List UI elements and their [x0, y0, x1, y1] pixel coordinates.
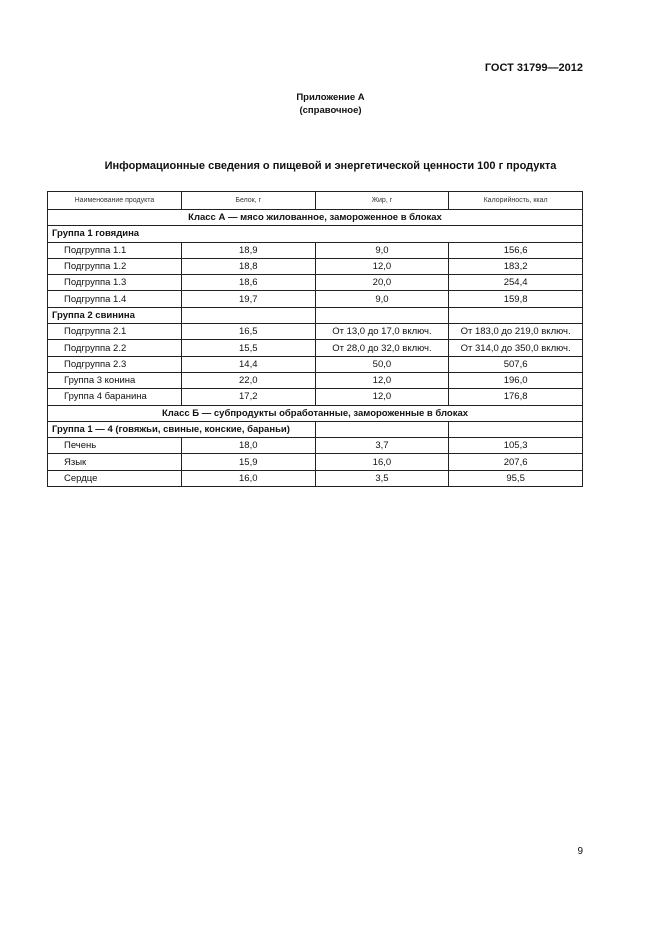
- empty-cell: [181, 307, 315, 323]
- protein-value: 16,5: [181, 324, 315, 340]
- protein-value: 18,8: [181, 258, 315, 274]
- group-1-heading: Группа 1 говядина: [48, 226, 583, 242]
- fat-value: 9,0: [315, 291, 449, 307]
- fat-value: 50,0: [315, 356, 449, 372]
- empty-cell: [449, 421, 583, 437]
- fat-value: 9,0: [315, 242, 449, 258]
- table-row: [48, 340, 583, 356]
- class-row: [48, 210, 583, 226]
- fat-value: От 13,0 до 17,0 включ.: [315, 324, 449, 340]
- column-header-name: Наименование продукта: [48, 192, 182, 210]
- table-row: [48, 356, 583, 372]
- table-row: [48, 291, 583, 307]
- protein-value: 15,5: [181, 340, 315, 356]
- table-header-row: [48, 192, 583, 210]
- table-row: [48, 275, 583, 291]
- product-name: Печень: [48, 438, 182, 454]
- class-row: [48, 405, 583, 421]
- class-b-heading: Класс Б — субпродукты обработанные, замороженные в блоках: [48, 405, 583, 421]
- protein-value: 18,9: [181, 242, 315, 258]
- fat-value: 20,0: [315, 275, 449, 291]
- empty-cell: [315, 307, 449, 323]
- protein-value: 17,2: [181, 389, 315, 405]
- table-row: [48, 324, 583, 340]
- table-title: Информационные сведения о пищевой и энергетической ценности 100 г продукта: [104, 160, 557, 172]
- protein-value: 22,0: [181, 372, 315, 388]
- kcal-value: 507,6: [449, 356, 583, 372]
- group-row: [48, 421, 583, 437]
- group-1-4-heading: Группа 1 — 4 (говяжьи, свиные, конские, бараньи): [48, 421, 316, 437]
- protein-value: 14,4: [181, 356, 315, 372]
- kcal-value: От 314,0 до 350,0 включ.: [449, 340, 583, 356]
- product-name: Группа 3 конина: [48, 372, 182, 388]
- kcal-value: 183,2: [449, 258, 583, 274]
- product-name: Сердце: [48, 470, 182, 486]
- protein-value: 18,0: [181, 438, 315, 454]
- fat-value: 3,5: [315, 470, 449, 486]
- table-row: [48, 438, 583, 454]
- appendix-subtitle: (справочное): [299, 105, 362, 116]
- page-number: 9: [577, 846, 583, 857]
- protein-value: 15,9: [181, 454, 315, 470]
- kcal-value: 105,3: [449, 438, 583, 454]
- empty-cell: [449, 307, 583, 323]
- column-header-kcal: Калорийность, ккал: [449, 192, 583, 210]
- product-name: Язык: [48, 454, 182, 470]
- product-name: Подгруппа 2.1: [48, 324, 182, 340]
- protein-value: 18,6: [181, 275, 315, 291]
- product-name: Подгруппа 1.4: [48, 291, 182, 307]
- fat-value: 12,0: [315, 389, 449, 405]
- group-row: [48, 226, 583, 242]
- kcal-value: 254,4: [449, 275, 583, 291]
- product-name: Подгруппа 1.1: [48, 242, 182, 258]
- empty-cell: [315, 421, 449, 437]
- column-header-protein: Белок, г: [181, 192, 315, 210]
- protein-value: 19,7: [181, 291, 315, 307]
- fat-value: 16,0: [315, 454, 449, 470]
- fat-value: 12,0: [315, 372, 449, 388]
- kcal-value: 196,0: [449, 372, 583, 388]
- group-row: [48, 307, 583, 323]
- kcal-value: 159,8: [449, 291, 583, 307]
- product-name: Подгруппа 1.2: [48, 258, 182, 274]
- table-row: [48, 372, 583, 388]
- fat-value: 12,0: [315, 258, 449, 274]
- table-row: [48, 242, 583, 258]
- table-row: [48, 389, 583, 405]
- kcal-value: 207,6: [449, 454, 583, 470]
- appendix-title: Приложение А: [296, 92, 365, 103]
- kcal-value: 156,6: [449, 242, 583, 258]
- class-a-heading: Класс А — мясо жилованное, замороженное в блоках: [48, 210, 583, 226]
- kcal-value: 176,8: [449, 389, 583, 405]
- table-row: [48, 454, 583, 470]
- fat-value: От 28,0 до 32,0 включ.: [315, 340, 449, 356]
- product-name: Подгруппа 1.3: [48, 275, 182, 291]
- table-row: [48, 258, 583, 274]
- product-name: Подгруппа 2.3: [48, 356, 182, 372]
- product-name: Подгруппа 2.2: [48, 340, 182, 356]
- kcal-value: От 183,0 до 219,0 включ.: [449, 324, 583, 340]
- protein-value: 16,0: [181, 470, 315, 486]
- product-name: Группа 4 баранина: [48, 389, 182, 405]
- group-2-heading: Группа 2 свинина: [48, 307, 182, 323]
- document-code: ГОСТ 31799—2012: [484, 62, 583, 74]
- fat-value: 3,7: [315, 438, 449, 454]
- nutrition-table: [47, 191, 583, 487]
- kcal-value: 95,5: [449, 470, 583, 486]
- table-row: [48, 470, 583, 486]
- column-header-fat: Жир, г: [315, 192, 449, 210]
